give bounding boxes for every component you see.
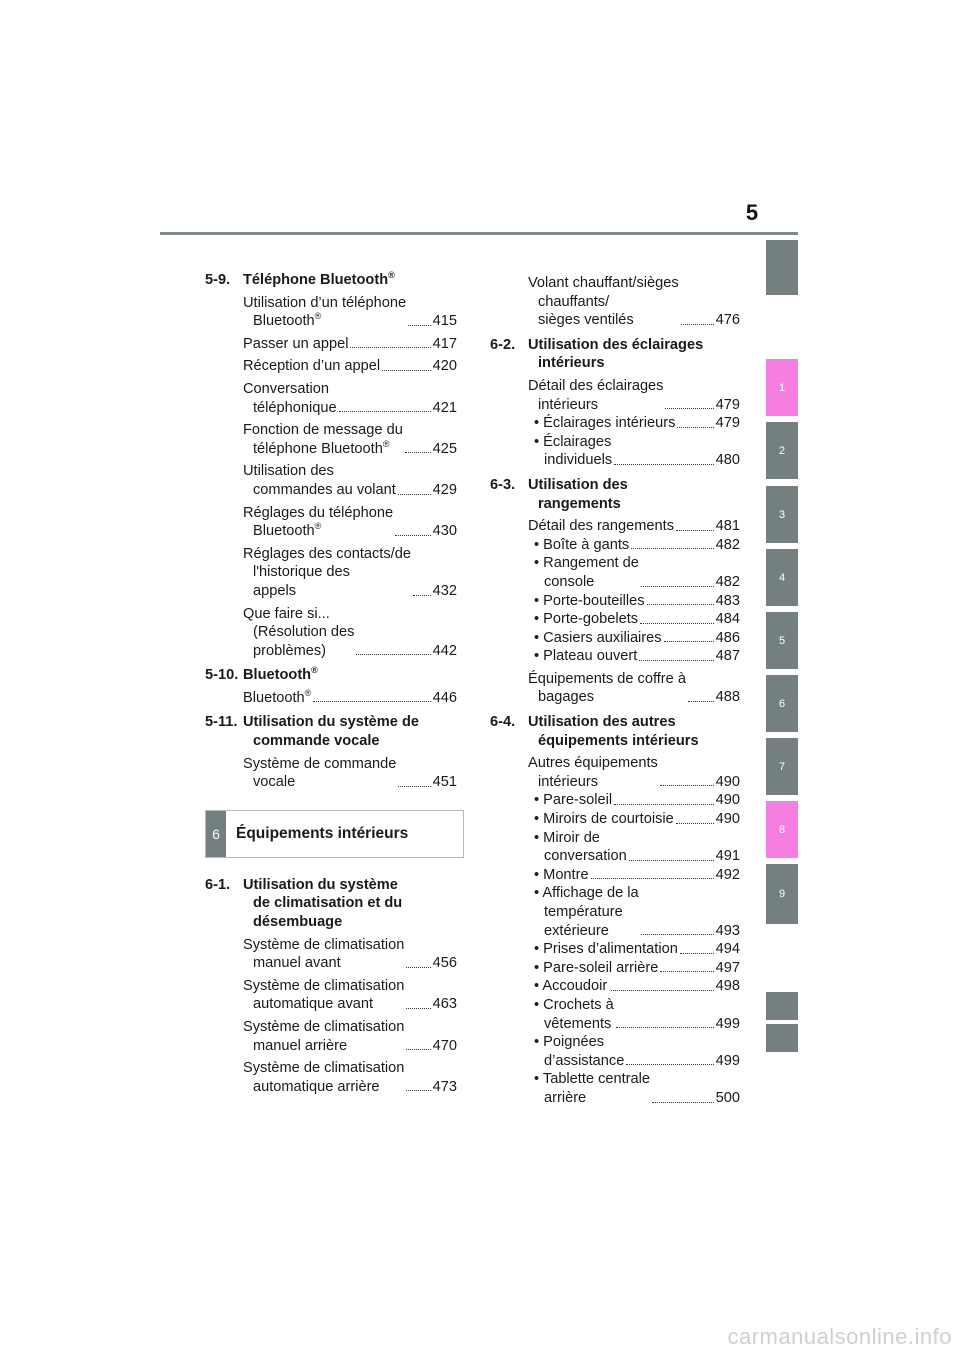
tab-label: 7 <box>778 760 786 773</box>
chapter-tab-7[interactable] <box>766 738 798 795</box>
watermark-text: carmanualsonline.info <box>727 1324 952 1349</box>
toc-entry[interactable]: Réglages du téléphone Bluetooth® 430 <box>243 504 457 540</box>
chapter-tab-5[interactable] <box>766 612 798 669</box>
toc-entry[interactable]: Détail des éclairages intérieurs 479 <box>528 377 740 413</box>
tab-label: 6 <box>778 697 786 710</box>
toc-subentry[interactable]: • Poignées d’assistance 499 <box>534 1034 740 1069</box>
toc-subentry[interactable]: • Casiers auxiliaires 486 <box>534 629 740 646</box>
toc-subentry[interactable]: • Montre 492 <box>534 866 740 883</box>
toc-subentry[interactable]: • Éclairages intérieurs 479 <box>534 415 740 432</box>
chapter-tab-9[interactable] <box>766 864 798 924</box>
toc-left-column <box>205 271 457 1096</box>
toc-entry[interactable]: Réception d’un appel 420 <box>243 358 457 375</box>
tab-label: 3 <box>778 508 786 521</box>
toc-subentry[interactable]: • Prises d’alimentation 494 <box>534 941 740 958</box>
section-heading: 6-3. Utilisation des rangements <box>490 476 628 512</box>
section-heading: 6-2. Utilisation des éclairages intérieurs <box>490 336 704 372</box>
toc-entry[interactable]: Passer un appel 417 <box>243 335 457 352</box>
tab-label: 4 <box>778 571 786 584</box>
chapter-tab-3[interactable] <box>766 486 798 543</box>
toc-entry[interactable]: Fonction de message du téléphone Bluetooth® 425 <box>243 422 457 457</box>
toc-entry[interactable]: Équipements de coffre à bagages 488 <box>528 670 740 706</box>
chapter-tab-index-b[interactable] <box>766 1024 798 1052</box>
toc-subentry[interactable]: • Rangement de console 482 <box>534 555 740 590</box>
tab-label: 9 <box>778 888 786 900</box>
section-heading: 5-9. Téléphone Bluetooth® <box>205 270 395 288</box>
chapter-box-number: 6 <box>206 811 226 857</box>
chapter-box <box>205 810 464 858</box>
toc-entry[interactable]: Détail des rangements 481 <box>528 518 740 535</box>
toc-subentry[interactable]: • Miroir de conversation 491 <box>534 829 740 865</box>
toc-entry[interactable]: Système de climatisation manuel avant 456 <box>243 936 457 972</box>
chapter-tab-6[interactable] <box>766 675 798 732</box>
toc-entry[interactable]: Utilisation des commandes au volant 429 <box>243 463 457 498</box>
toc-subentry[interactable]: • Plateau ouvert 487 <box>534 648 740 665</box>
toc-subentry[interactable]: • Affichage de la température extérieure 493 <box>534 885 740 939</box>
toc-entry[interactable]: Que faire si... (Résolution des problèmes) 442 <box>243 605 457 659</box>
chapter-tab-index-a[interactable] <box>766 992 798 1020</box>
section-heading: 5-11. Utilisation du système de commande vocale <box>205 714 419 750</box>
header-rule <box>160 232 798 235</box>
tab-label: 2 <box>778 444 786 457</box>
chapter-tab-8[interactable] <box>766 801 798 858</box>
chapter-box-title: Équipements intérieurs <box>236 824 409 842</box>
toc-subentry[interactable]: • Éclairages individuels 480 <box>534 433 740 469</box>
section-heading: 6-1. Utilisation du système de climatisation et du désembuage <box>205 876 403 931</box>
toc-subentry[interactable]: • Accoudoir 498 <box>534 978 740 995</box>
toc-subentry[interactable]: • Crochets à vêtements 499 <box>534 996 740 1032</box>
toc-subentry[interactable]: • Boîte à gants 482 <box>534 536 740 553</box>
toc-entry[interactable]: Autres équipements intérieurs 490 <box>528 755 740 790</box>
toc-subentry[interactable]: • Pare-soleil arrière 497 <box>534 959 740 976</box>
toc-subentry[interactable]: • Pare-soleil 490 <box>534 792 740 809</box>
toc-entry[interactable]: Utilisation d’un téléphone Bluetooth® 415 <box>243 294 457 330</box>
chapter-tab-2[interactable] <box>766 422 798 479</box>
chapter-tab-4[interactable] <box>766 549 798 606</box>
toc-subentry[interactable]: • Porte-gobelets 484 <box>534 611 740 628</box>
toc-entry[interactable]: Système de climatisation manuel arrière 470 <box>243 1019 457 1054</box>
tab-label: 8 <box>778 823 786 836</box>
toc-subentry[interactable]: • Miroirs de courtoisie 490 <box>534 811 740 828</box>
toc-subentry[interactable]: • Porte-bouteilles 483 <box>534 592 740 609</box>
toc-right-column <box>490 274 740 1108</box>
section-heading: 5-10. Bluetooth® <box>205 665 318 684</box>
toc-entry[interactable]: Système de climatisation automatique arrière 473 <box>243 1060 457 1095</box>
toc-entry[interactable]: Système de commande vocale 451 <box>243 755 457 791</box>
toc-entry[interactable]: Conversation téléphonique 421 <box>243 380 457 416</box>
tab-label: 1 <box>778 381 786 394</box>
toc-entry[interactable]: Volant chauffant/sièges chauffants/ sièges ventilés 476 <box>528 275 740 329</box>
toc-entry[interactable]: Bluetooth® 446 <box>243 688 457 706</box>
section-heading: 6-4. Utilisation des autres équipements intérieurs <box>490 714 699 749</box>
page-number: 5 <box>745 200 759 225</box>
chapter-tab-top[interactable] <box>766 240 798 295</box>
toc-entry[interactable]: Système de climatisation automatique avant 463 <box>243 977 457 1013</box>
tab-label: 5 <box>778 634 786 647</box>
toc-entry[interactable]: Réglages des contacts/de l'historique des appels 432 <box>243 545 457 599</box>
chapter-tab-1[interactable] <box>766 359 798 416</box>
toc-subentry[interactable]: • Tablette centrale arrière 500 <box>534 1071 740 1106</box>
